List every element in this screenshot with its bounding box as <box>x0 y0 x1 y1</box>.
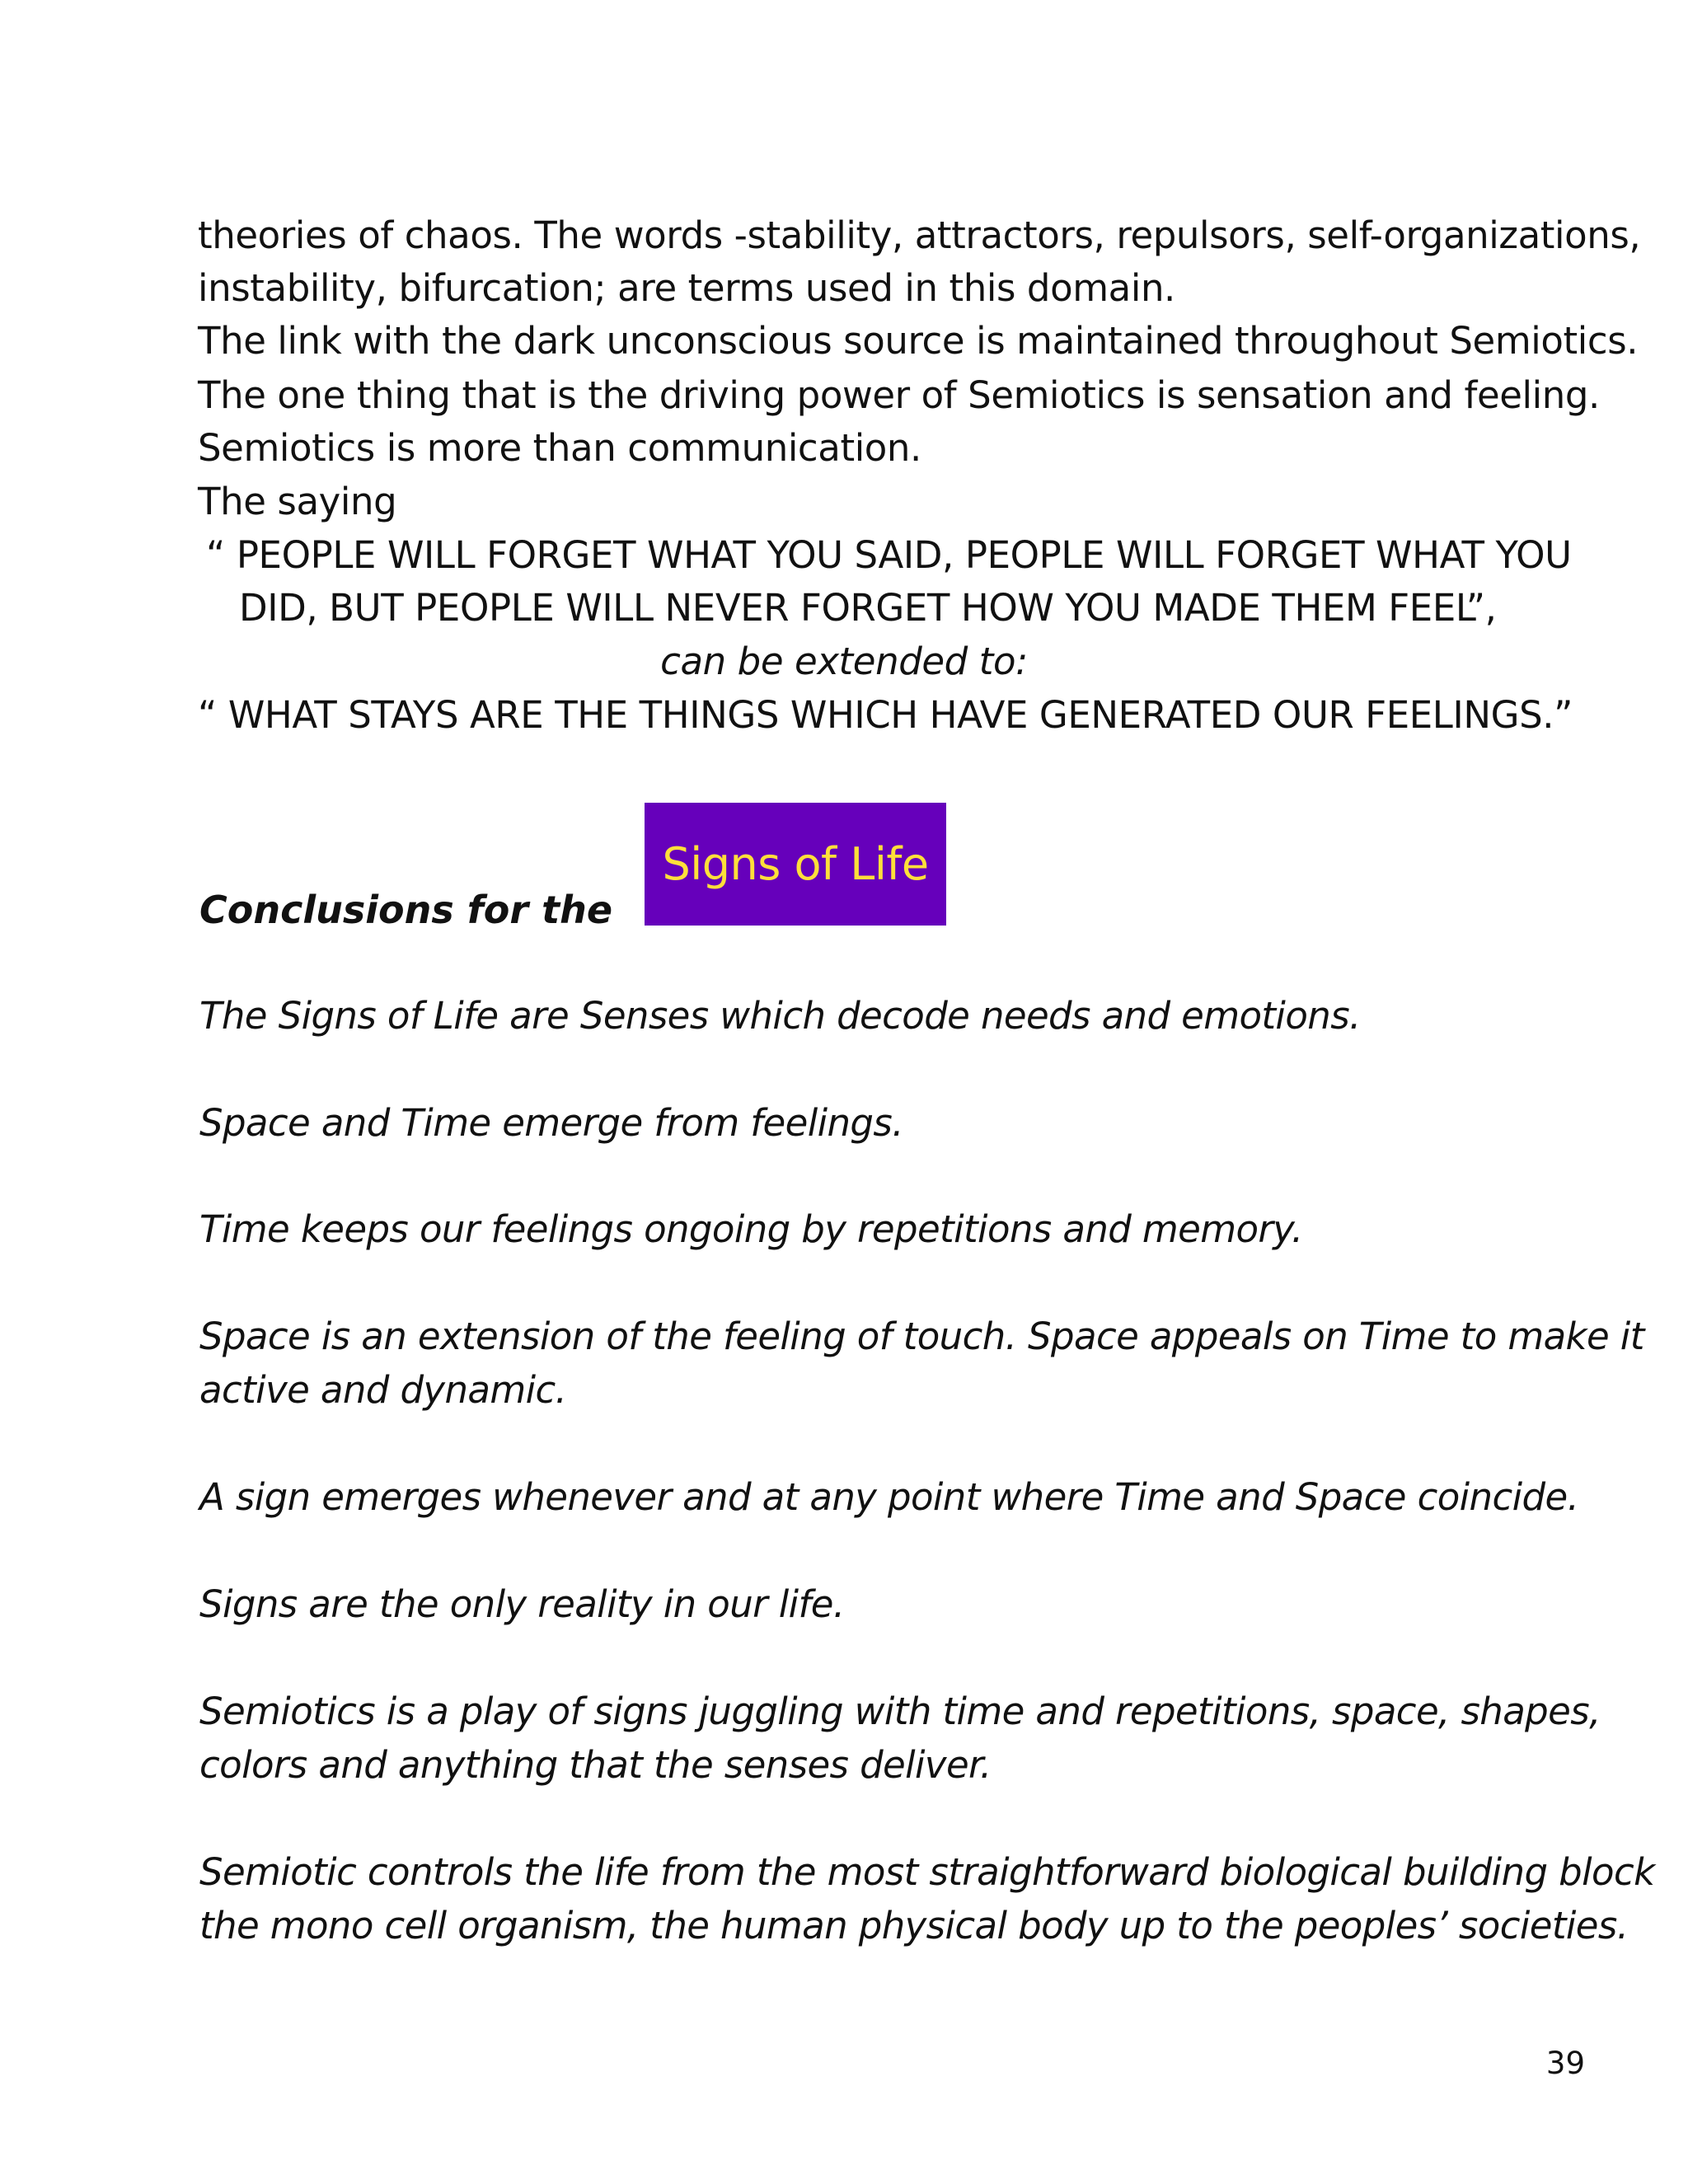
conclusions-heading: Conclusions for the <box>199 888 613 932</box>
conclusion-1: The Signs of Life are Senses which decode needs and emotions. <box>199 994 1361 1038</box>
conclusion-6: Signs are the only reality in our life. <box>199 1582 845 1626</box>
body-line-5: Semiotics is more than communication. <box>198 426 921 470</box>
quote-line-2: DID, BUT PEOPLE WILL NEVER FORGET HOW YOU MADE THEM FEEL”, <box>239 586 1497 630</box>
banner-label: Signs of Life <box>662 838 929 890</box>
conclusion-8b: the mono cell organism, the human physical body up to the peoples’ societies. <box>199 1904 1629 1947</box>
page-number: 39 <box>1545 2046 1585 2081</box>
conclusion-2: Space and Time emerge from feelings. <box>199 1101 903 1145</box>
conclusion-7b: colors and anything that the senses deliver. <box>199 1743 992 1787</box>
quote-line-3: “ WHAT STAYS ARE THE THINGS WHICH HAVE GENERATED OUR FEELINGS.” <box>198 693 1573 737</box>
body-line-2: instability, bifurcation; are terms used in this domain. <box>198 266 1175 310</box>
quote-extension: can be extended to: <box>660 640 1028 683</box>
body-line-6: The saying <box>198 480 397 523</box>
conclusion-8a: Semiotic controls the life from the most straightforward biological building block <box>199 1850 1655 1894</box>
body-line-3: The link with the dark unconscious source is maintained throughout Semiotics. <box>198 319 1639 363</box>
conclusion-7a: Semiotics is a play of signs juggling with time and repetitions, space, shapes, <box>199 1690 1601 1733</box>
conclusion-5: A sign emerges whenever and at any point where Time and Space coincide. <box>199 1475 1579 1519</box>
body-line-1: theories of chaos. The words -stability, attractors, repulsors, self-organizations, <box>198 213 1641 257</box>
conclusion-3: Time keeps our feelings ongoing by repetitions and memory. <box>199 1207 1303 1251</box>
body-line-4: The one thing that is the driving power of Semiotics is sensation and feeling. <box>198 373 1600 417</box>
signs-of-life-banner <box>645 803 946 926</box>
quote-line-1: “ PEOPLE WILL FORGET WHAT YOU SAID, PEOPLE WILL FORGET WHAT YOU <box>206 533 1572 577</box>
conclusion-4b: active and dynamic. <box>199 1368 567 1412</box>
conclusion-4a: Space is an extension of the feeling of touch. Space appeals on Time to make it <box>199 1315 1644 1358</box>
